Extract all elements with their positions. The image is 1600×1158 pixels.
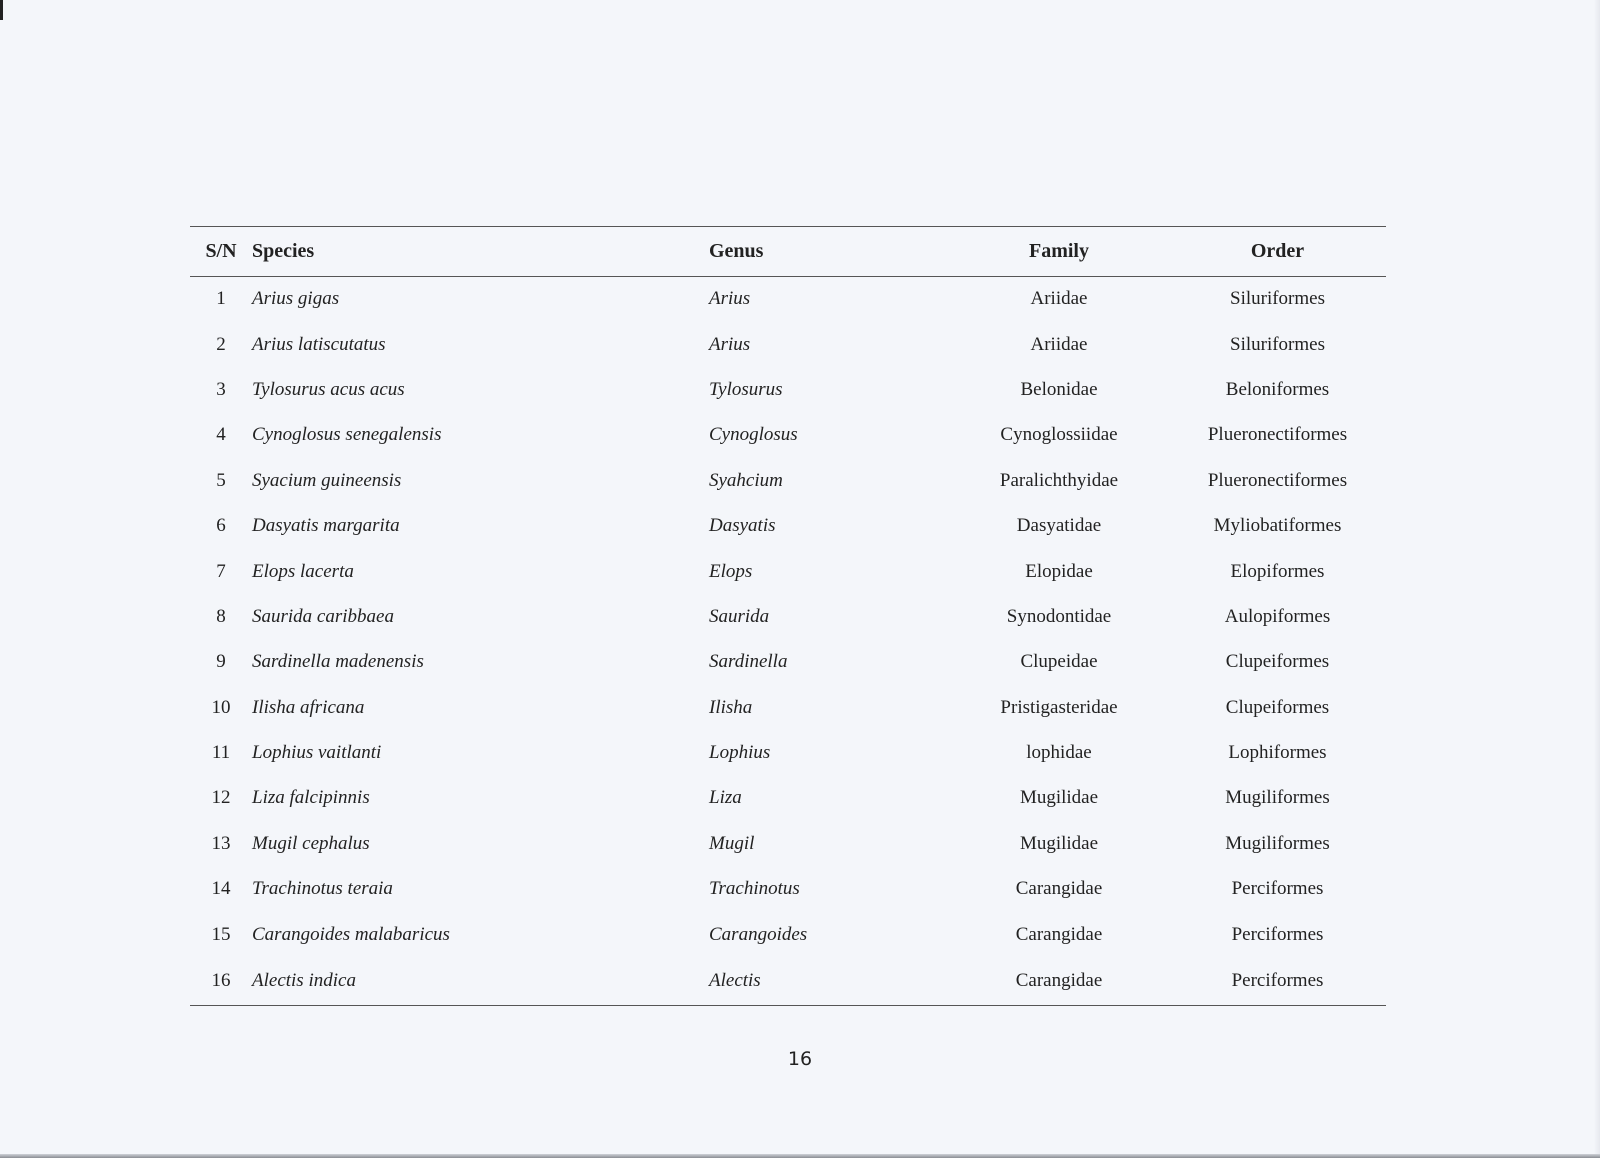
cell-genus: Saurida <box>709 605 770 627</box>
cell-sn: 16 <box>190 957 252 1006</box>
cell-sn: 1 <box>216 288 226 310</box>
cell-order: Clupeiformes <box>1225 696 1330 718</box>
cell-genus: Dasyatis <box>709 515 776 537</box>
cell-order: Plueronectiformes <box>1207 469 1348 491</box>
table-row <box>190 322 1386 367</box>
cell-sn: 6 <box>216 515 226 537</box>
cell-family: Belonidae <box>1020 378 1098 400</box>
table-row <box>190 685 1386 730</box>
cell-species: Dasyatis margarita <box>252 515 400 537</box>
cell-genus: Alectis <box>709 957 949 1006</box>
cell-species: Trachinotus teraia <box>252 878 393 900</box>
cell-species: Liza falcipinnis <box>252 787 370 809</box>
cell-sn: 12 <box>211 787 231 809</box>
cell-genus: Arius <box>709 333 751 355</box>
cell-sn: 2 <box>216 333 226 355</box>
cell-genus: Ilisha <box>709 696 753 718</box>
cell-order: Clupeiformes <box>1225 651 1330 673</box>
cell-order: Perciformes <box>1231 878 1324 900</box>
cell-order: Elopiformes <box>1230 560 1325 582</box>
table-row <box>190 640 1386 685</box>
cell-species: Alectis indica <box>252 957 709 1006</box>
cell-family: Elopidae <box>1025 560 1093 582</box>
cell-order: Lophiformes <box>1228 742 1327 764</box>
cell-sn: 7 <box>216 560 226 582</box>
header-species: Species <box>252 227 709 277</box>
cell-sn: 3 <box>216 378 226 400</box>
scan-edge-mark <box>0 0 3 20</box>
cell-genus: Syahcium <box>709 469 783 491</box>
cell-order: Plueronectiformes <box>1207 424 1348 446</box>
cell-family: Carangidae <box>949 957 1169 1006</box>
cell-order: Beloniformes <box>1225 378 1330 400</box>
cell-genus: Elops <box>709 560 753 582</box>
table-row <box>190 277 1386 322</box>
cell-order: Mugiliformes <box>1225 787 1330 809</box>
table-row <box>190 821 1386 866</box>
page-number: 16 <box>787 1048 813 1070</box>
header-sn: S/N <box>190 227 252 277</box>
cell-family: lophidae <box>1026 742 1092 764</box>
cell-family: Mugilidae <box>1019 832 1099 854</box>
cell-genus: Tylosurus <box>709 378 783 400</box>
cell-species: Elops lacerta <box>252 560 354 582</box>
cell-family: Ariidae <box>1030 333 1088 355</box>
table-header <box>190 227 1386 277</box>
cell-family: Clupeidae <box>1020 651 1098 673</box>
cell-family: Ariidae <box>1030 288 1088 310</box>
header-order: Order <box>1169 227 1386 277</box>
cell-species: Carangoides malabaricus <box>252 923 450 945</box>
cell-genus: Cynoglosus <box>709 424 798 446</box>
cell-genus: Trachinotus <box>709 878 800 900</box>
header-genus: Genus <box>709 227 949 277</box>
cell-species: Syacium guineensis <box>252 469 402 491</box>
table-row <box>190 912 1386 957</box>
cell-order: Mugiliformes <box>1225 832 1330 854</box>
cell-sn: 4 <box>216 424 226 446</box>
table-row <box>190 776 1386 821</box>
cell-genus: Liza <box>709 787 742 809</box>
cell-genus: Arius <box>709 288 751 310</box>
cell-family: Carangidae <box>1015 878 1103 900</box>
table-row <box>190 730 1386 775</box>
cell-species: Tylosurus acus acus <box>252 378 405 400</box>
scan-edge-bottom <box>0 1154 1600 1158</box>
cell-sn: 8 <box>216 605 226 627</box>
cell-family: Pristigasteridae <box>1000 696 1118 718</box>
cell-species: Ilisha africana <box>252 696 365 718</box>
cell-family: Synodontidae <box>1006 605 1112 627</box>
cell-species: Sardinella madenensis <box>252 651 424 673</box>
table-row <box>190 458 1386 503</box>
cell-species: Saurida caribbaea <box>252 605 394 627</box>
cell-species: Cynoglosus senegalensis <box>252 424 442 446</box>
cell-order: Siluriformes <box>1230 333 1325 355</box>
table-row <box>190 549 1386 594</box>
cell-sn: 9 <box>216 651 226 673</box>
table-row <box>190 367 1386 412</box>
cell-sn: 14 <box>211 878 231 900</box>
table-row <box>190 503 1386 548</box>
cell-order: Siluriformes <box>1230 288 1325 310</box>
table-body <box>190 277 1386 1006</box>
cell-species: Arius gigas <box>252 288 340 310</box>
cell-sn: 13 <box>211 832 231 854</box>
cell-family: Mugilidae <box>1019 787 1099 809</box>
cell-family: Carangidae <box>1015 923 1103 945</box>
cell-sn: 10 <box>211 696 231 718</box>
cell-genus: Sardinella <box>709 651 788 673</box>
cell-sn: 5 <box>216 469 226 491</box>
species-table <box>190 226 1386 1006</box>
cell-order: Perciformes <box>1231 923 1324 945</box>
header-row <box>190 227 1386 277</box>
cell-family: Cynoglossiidae <box>1000 424 1118 446</box>
cell-order: Aulopiformes <box>1224 605 1331 627</box>
cell-genus: Lophius <box>709 742 771 764</box>
cell-family: Paralichthyidae <box>999 469 1119 491</box>
table-row <box>190 594 1386 639</box>
cell-order: Myliobatiformes <box>1213 515 1342 537</box>
cell-species: Lophius vaitlanti <box>252 742 382 764</box>
table-row <box>190 413 1386 458</box>
cell-species: Arius latiscutatus <box>252 333 386 355</box>
cell-genus: Mugil <box>709 832 755 854</box>
cell-sn: 15 <box>211 923 231 945</box>
cell-family: Dasyatidae <box>1016 515 1102 537</box>
scan-edge-shadow <box>1594 0 1600 1158</box>
table-row <box>190 867 1386 912</box>
header-family: Family <box>949 227 1169 277</box>
cell-genus: Carangoides <box>709 923 808 945</box>
table-row <box>190 957 1386 1006</box>
cell-species: Mugil cephalus <box>252 832 370 854</box>
cell-order: Perciformes <box>1169 957 1386 1006</box>
cell-sn: 11 <box>211 742 231 764</box>
